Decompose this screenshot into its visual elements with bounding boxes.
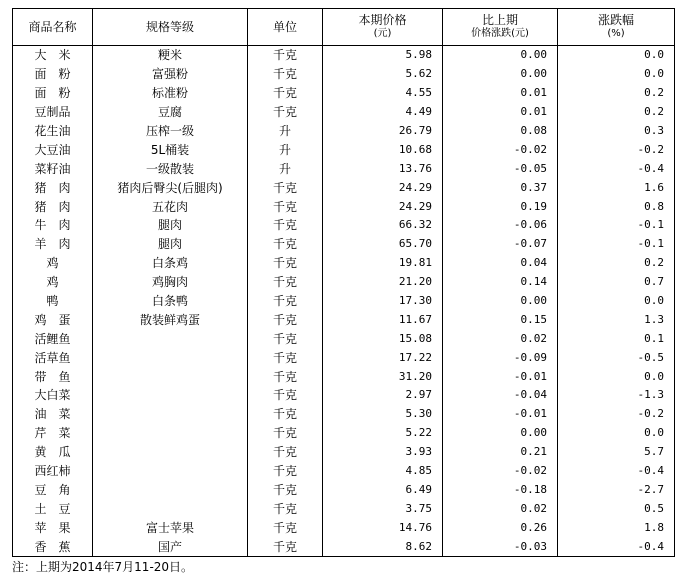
cell-change: 0.00 <box>443 292 558 311</box>
header-price: 本期价格 (元) <box>323 9 443 46</box>
cell-change: 0.26 <box>443 518 558 537</box>
header-unit: 单位 <box>248 9 323 46</box>
cell-name: 大 米 <box>13 46 93 65</box>
cell-change: 0.08 <box>443 122 558 141</box>
cell-change: -0.03 <box>443 537 558 556</box>
cell-name: 活草鱼 <box>13 348 93 367</box>
cell-change: -0.05 <box>443 159 558 178</box>
table-row <box>13 292 675 311</box>
cell-spec <box>93 424 248 443</box>
table-row <box>13 367 675 386</box>
cell-price: 17.22 <box>323 348 443 367</box>
cell-name: 羊 肉 <box>13 235 93 254</box>
cell-percent: 5.7 <box>558 443 675 462</box>
cell-price: 8.62 <box>323 537 443 556</box>
cell-spec <box>93 329 248 348</box>
cell-unit: 千克 <box>248 65 323 84</box>
cell-change: -0.18 <box>443 480 558 499</box>
cell-change: 0.02 <box>443 499 558 518</box>
cell-name: 带 鱼 <box>13 367 93 386</box>
cell-price: 13.76 <box>323 159 443 178</box>
cell-price: 5.22 <box>323 424 443 443</box>
cell-spec: 5L桶装 <box>93 140 248 159</box>
cell-change: -0.02 <box>443 140 558 159</box>
cell-change: -0.04 <box>443 386 558 405</box>
cell-percent: 0.2 <box>558 84 675 103</box>
cell-change: 0.14 <box>443 273 558 292</box>
table-row <box>13 424 675 443</box>
header-row <box>13 9 675 46</box>
table-row <box>13 235 675 254</box>
header-spec: 规格等级 <box>93 9 248 46</box>
cell-percent: 0.1 <box>558 329 675 348</box>
cell-percent: 1.6 <box>558 178 675 197</box>
cell-percent: -0.2 <box>558 405 675 424</box>
cell-percent: 0.7 <box>558 273 675 292</box>
table-row <box>13 310 675 329</box>
cell-percent: -2.7 <box>558 480 675 499</box>
cell-price: 15.08 <box>323 329 443 348</box>
cell-spec: 富强粉 <box>93 65 248 84</box>
table-row <box>13 518 675 537</box>
cell-price: 3.75 <box>323 499 443 518</box>
cell-spec: 国产 <box>93 537 248 556</box>
cell-name: 面 粉 <box>13 84 93 103</box>
cell-change: 0.21 <box>443 443 558 462</box>
cell-percent: 1.8 <box>558 518 675 537</box>
cell-change: -0.09 <box>443 348 558 367</box>
cell-unit: 升 <box>248 122 323 141</box>
cell-name: 鸭 <box>13 292 93 311</box>
table-row <box>13 499 675 518</box>
table-row <box>13 462 675 481</box>
cell-unit: 千克 <box>248 537 323 556</box>
cell-unit: 千克 <box>248 84 323 103</box>
cell-spec: 一级散装 <box>93 159 248 178</box>
cell-name: 花生油 <box>13 122 93 141</box>
cell-percent: 0.0 <box>558 424 675 443</box>
cell-spec <box>93 443 248 462</box>
cell-name: 豆 角 <box>13 480 93 499</box>
cell-change: 0.37 <box>443 178 558 197</box>
cell-change: -0.07 <box>443 235 558 254</box>
cell-unit: 升 <box>248 140 323 159</box>
table-row <box>13 84 675 103</box>
table-row <box>13 329 675 348</box>
cell-price: 19.81 <box>323 254 443 273</box>
cell-change: 0.04 <box>443 254 558 273</box>
cell-price: 14.76 <box>323 518 443 537</box>
cell-price: 4.55 <box>323 84 443 103</box>
cell-percent: 0.5 <box>558 499 675 518</box>
cell-percent: -0.1 <box>558 235 675 254</box>
cell-percent: -0.1 <box>558 216 675 235</box>
cell-price: 24.29 <box>323 178 443 197</box>
table-row <box>13 405 675 424</box>
cell-name: 黄 瓜 <box>13 443 93 462</box>
cell-name: 苹 果 <box>13 518 93 537</box>
cell-unit: 千克 <box>248 443 323 462</box>
cell-unit: 千克 <box>248 103 323 122</box>
cell-percent: -0.4 <box>558 159 675 178</box>
table-row <box>13 103 675 122</box>
cell-percent: 0.2 <box>558 254 675 273</box>
table-row <box>13 159 675 178</box>
cell-price: 3.93 <box>323 443 443 462</box>
cell-price: 10.68 <box>323 140 443 159</box>
cell-change: 0.19 <box>443 197 558 216</box>
cell-name: 活鲤鱼 <box>13 329 93 348</box>
cell-price: 4.85 <box>323 462 443 481</box>
cell-name: 猪 肉 <box>13 178 93 197</box>
cell-spec: 压榨一级 <box>93 122 248 141</box>
price-table <box>12 8 675 557</box>
footnote: 注：上期为2014年7月11-20日。 <box>12 560 194 574</box>
cell-change: -0.01 <box>443 405 558 424</box>
cell-percent: 1.3 <box>558 310 675 329</box>
cell-percent: 0.0 <box>558 65 675 84</box>
cell-price: 2.97 <box>323 386 443 405</box>
header-name: 商品名称 <box>13 9 93 46</box>
cell-spec: 标准粉 <box>93 84 248 103</box>
cell-unit: 千克 <box>248 197 323 216</box>
header-change: 比上期 价格涨跌(元) <box>443 9 558 46</box>
cell-name: 菜籽油 <box>13 159 93 178</box>
cell-spec: 豆腐 <box>93 103 248 122</box>
cell-percent: 0.8 <box>558 197 675 216</box>
cell-spec <box>93 405 248 424</box>
cell-change: -0.01 <box>443 367 558 386</box>
cell-spec: 富士苹果 <box>93 518 248 537</box>
cell-price: 5.30 <box>323 405 443 424</box>
cell-price: 21.20 <box>323 273 443 292</box>
cell-spec: 鸡胸肉 <box>93 273 248 292</box>
cell-spec <box>93 499 248 518</box>
cell-unit: 千克 <box>248 405 323 424</box>
table-row <box>13 273 675 292</box>
cell-spec <box>93 386 248 405</box>
cell-price: 6.49 <box>323 480 443 499</box>
cell-price: 65.70 <box>323 235 443 254</box>
cell-name: 油 菜 <box>13 405 93 424</box>
cell-price: 5.62 <box>323 65 443 84</box>
cell-price: 66.32 <box>323 216 443 235</box>
cell-price: 24.29 <box>323 197 443 216</box>
cell-name: 土 豆 <box>13 499 93 518</box>
cell-spec: 粳米 <box>93 46 248 65</box>
header-percent: 涨跌幅 (%) <box>558 9 675 46</box>
cell-price: 17.30 <box>323 292 443 311</box>
cell-unit: 升 <box>248 159 323 178</box>
cell-unit: 千克 <box>248 424 323 443</box>
cell-name: 西红柿 <box>13 462 93 481</box>
cell-percent: 0.2 <box>558 103 675 122</box>
cell-unit: 千克 <box>248 480 323 499</box>
table-row <box>13 46 675 65</box>
cell-name: 面 粉 <box>13 65 93 84</box>
cell-spec: 白条鸭 <box>93 292 248 311</box>
cell-change: 0.01 <box>443 84 558 103</box>
cell-unit: 千克 <box>248 273 323 292</box>
cell-unit: 千克 <box>248 329 323 348</box>
cell-name: 猪 肉 <box>13 197 93 216</box>
cell-change: -0.02 <box>443 462 558 481</box>
cell-name: 豆制品 <box>13 103 93 122</box>
cell-spec <box>93 348 248 367</box>
cell-unit: 千克 <box>248 367 323 386</box>
cell-price: 5.98 <box>323 46 443 65</box>
cell-spec: 猪肉后臀尖(后腿肉) <box>93 178 248 197</box>
table-row <box>13 65 675 84</box>
cell-spec <box>93 480 248 499</box>
cell-unit: 千克 <box>248 348 323 367</box>
cell-change: 0.00 <box>443 65 558 84</box>
table-row <box>13 216 675 235</box>
cell-unit: 千克 <box>248 518 323 537</box>
table-row <box>13 122 675 141</box>
table-row <box>13 140 675 159</box>
cell-name: 香 蕉 <box>13 537 93 556</box>
cell-percent: -0.4 <box>558 462 675 481</box>
cell-unit: 千克 <box>248 386 323 405</box>
table-row <box>13 197 675 216</box>
cell-percent: -0.2 <box>558 140 675 159</box>
table-row <box>13 386 675 405</box>
cell-percent: -0.5 <box>558 348 675 367</box>
cell-spec: 腿肉 <box>93 235 248 254</box>
cell-percent: 0.3 <box>558 122 675 141</box>
cell-spec: 腿肉 <box>93 216 248 235</box>
cell-unit: 千克 <box>248 178 323 197</box>
cell-name: 芹 菜 <box>13 424 93 443</box>
cell-name: 鸡 <box>13 273 93 292</box>
table-row <box>13 480 675 499</box>
cell-price: 31.20 <box>323 367 443 386</box>
cell-spec <box>93 462 248 481</box>
cell-unit: 千克 <box>248 46 323 65</box>
cell-change: 0.02 <box>443 329 558 348</box>
cell-percent: -0.4 <box>558 537 675 556</box>
cell-spec <box>93 367 248 386</box>
cell-spec: 散装鲜鸡蛋 <box>93 310 248 329</box>
cell-unit: 千克 <box>248 499 323 518</box>
cell-price: 4.49 <box>323 103 443 122</box>
table-row <box>13 254 675 273</box>
cell-percent: 0.0 <box>558 46 675 65</box>
cell-spec: 五花肉 <box>93 197 248 216</box>
cell-spec: 白条鸡 <box>93 254 248 273</box>
cell-change: 0.15 <box>443 310 558 329</box>
cell-change: -0.06 <box>443 216 558 235</box>
price-table-container <box>12 8 674 557</box>
cell-name: 牛 肉 <box>13 216 93 235</box>
cell-percent: 0.0 <box>558 367 675 386</box>
cell-change: 0.00 <box>443 46 558 65</box>
cell-name: 大白菜 <box>13 386 93 405</box>
cell-percent: -1.3 <box>558 386 675 405</box>
cell-unit: 千克 <box>248 235 323 254</box>
cell-percent: 0.0 <box>558 292 675 311</box>
table-row <box>13 178 675 197</box>
cell-unit: 千克 <box>248 216 323 235</box>
cell-price: 26.79 <box>323 122 443 141</box>
cell-name: 鸡 <box>13 254 93 273</box>
table-row <box>13 443 675 462</box>
cell-price: 11.67 <box>323 310 443 329</box>
cell-name: 鸡 蛋 <box>13 310 93 329</box>
table-row <box>13 537 675 556</box>
cell-name: 大豆油 <box>13 140 93 159</box>
cell-change: 0.00 <box>443 424 558 443</box>
table-row <box>13 348 675 367</box>
cell-unit: 千克 <box>248 254 323 273</box>
cell-change: 0.01 <box>443 103 558 122</box>
table-body <box>13 46 675 557</box>
cell-unit: 千克 <box>248 462 323 481</box>
cell-unit: 千克 <box>248 310 323 329</box>
cell-unit: 千克 <box>248 292 323 311</box>
